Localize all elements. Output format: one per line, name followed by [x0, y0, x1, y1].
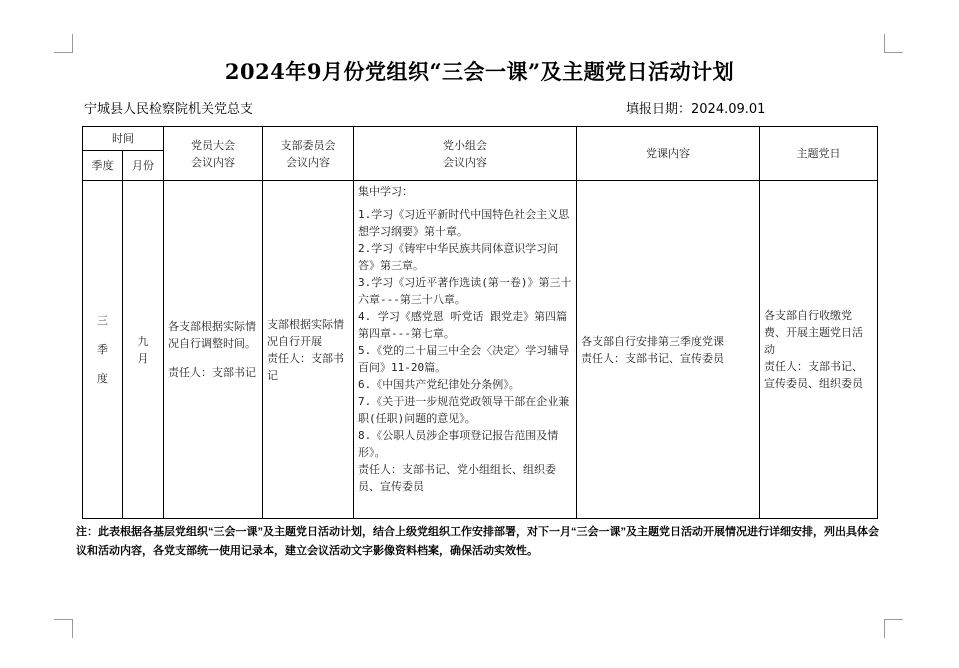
member-meeting-responsible: 责任人：支部书记	[168, 366, 256, 379]
season-char: 季	[97, 343, 108, 356]
header-member-meeting-line2: 会议内容	[191, 155, 235, 169]
header-member-meeting	[164, 127, 263, 181]
document-title: 2024年9月份党组织“三会一课”及主题党日活动计划	[224, 59, 735, 84]
crop-mark-top-right	[884, 34, 903, 53]
theme-day-text: 各支部自行收缴党费、开展主题党日活动	[764, 309, 863, 356]
header-committee-meeting-line2: 会议内容	[286, 155, 330, 169]
crop-mark-top-left	[54, 34, 73, 53]
header-season: 季度	[83, 151, 123, 181]
month-char: 九	[137, 334, 149, 348]
group-meeting-item: 6.《中国共产党纪律处分条例》。	[358, 378, 520, 391]
group-meeting-item: 3.学习《习近平著作选读(第一卷)》第三十六章---第三十八章。	[358, 276, 572, 306]
crop-mark-bottom-left	[54, 619, 73, 638]
season-char: 三	[97, 314, 108, 327]
organization-name: 宁城县人民检察院机关党总支	[84, 102, 254, 117]
header-committee-meeting-line1: 支部委员会	[280, 138, 336, 152]
member-meeting-content	[164, 181, 263, 519]
group-meeting-item: 7.《关于进一步规范党政领导干部在企业兼职(任职)问题的意见》。	[358, 395, 570, 425]
group-meeting-item: 8.《公职人员涉企事项登记报告范围及情形》。	[358, 429, 559, 459]
header-group-meeting-line2: 会议内容	[443, 155, 487, 169]
header-group-meeting	[354, 127, 577, 181]
season-cell	[83, 181, 123, 519]
party-lesson-text: 各支部自行安排第三季度党课	[581, 334, 724, 348]
group-meeting-item: 5.《党的二十届三中全会〈决定〉学习辅导百问》11-20篇。	[358, 344, 570, 374]
group-meeting-intro: 集中学习：	[358, 185, 413, 198]
group-meeting-content	[354, 181, 577, 519]
month-char: 月	[137, 351, 149, 365]
header-member-meeting-line1: 党员大会	[191, 138, 235, 152]
header-committee-meeting	[263, 127, 354, 181]
committee-meeting-content	[263, 181, 354, 519]
group-meeting-item: 1.学习《习近平新时代中国特色社会主义思想学习纲要》第十章。	[358, 208, 570, 238]
committee-meeting-responsible: 责任人：支部书记	[267, 351, 344, 382]
header-time: 时间	[83, 127, 164, 151]
group-meeting-item: 2.学习《铸牢中华民族共同体意识学习问答》第三章。	[358, 242, 559, 272]
fill-date: 填报日期：2024.09.01	[626, 102, 766, 117]
theme-day-content	[760, 181, 878, 519]
group-meeting-responsible: 责任人：支部书记、党小组组长、组织委员、宣传委员	[358, 463, 556, 493]
activity-plan-table	[82, 126, 878, 519]
header-party-lesson: 党课内容	[577, 127, 760, 181]
crop-mark-bottom-right	[884, 619, 903, 638]
header-theme-day: 主题党日	[760, 127, 878, 181]
theme-day-responsible: 责任人：支部书记、宣传委员、组织委员	[764, 360, 863, 390]
header-month: 月份	[123, 151, 164, 181]
footnote: 注：此表根据各基层党组织“三会一课”及主题党日活动计划，结合上级党组织工作安排部署，对下一月“三会一课”及主题党日活动开展情况进行详细安排，列出具体会议和活动内容，各党支部统一使用记录本，建立会议活动文字影像资料档案，确保活动实效性。	[76, 526, 879, 557]
party-lesson-responsible: 责任人：支部书记、宣传委员	[581, 351, 724, 365]
header-group-meeting-line1: 党小组会	[443, 138, 487, 152]
party-lesson-content	[577, 181, 760, 519]
group-meeting-item: 4. 学习《感党恩 听党话 跟党走》第四篇 第四章---第七章。	[358, 310, 568, 340]
committee-meeting-text: 支部根据实际情况自行开展	[267, 317, 344, 348]
member-meeting-text: 各支部根据实际情况自行调整时间。	[168, 320, 256, 350]
month-cell	[123, 181, 164, 519]
season-char: 度	[97, 372, 108, 385]
